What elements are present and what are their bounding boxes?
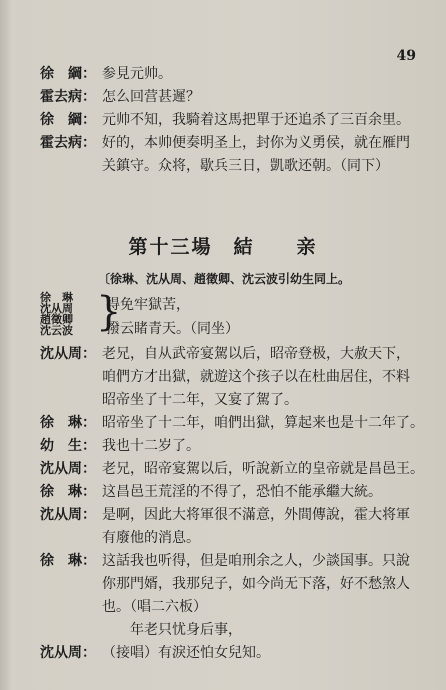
dialogue-line [40, 344, 430, 364]
dialogue-line [40, 643, 430, 663]
group-line: 得免牢獄苦， [106, 297, 190, 313]
group-speaker: 趙徵卿 [40, 313, 73, 326]
dialogue-text: 好的，本帅便奏明圣上，封你为义勇侯，就在雁門 [102, 135, 410, 151]
dialogue-line [40, 367, 430, 387]
speaker-name: 霍去病： [40, 135, 96, 151]
dialogue-text: 老兄，自从武帝宴駕以后，昭帝登极，大赦天下， [102, 346, 410, 362]
dialogue-line [40, 597, 430, 617]
dialogue-line [40, 87, 430, 107]
dialogue-text: 昭帝坐了十二年，咱們出獄，算起来也是十二年了。 [102, 415, 424, 431]
dialogue-text: 怎么回营甚遲？ [102, 89, 200, 105]
group-line: 撥云睹青天。（同坐） [106, 321, 239, 337]
scene-heading: 第十三場 結 亲 [128, 236, 318, 258]
group-speaker: 沈从周 [40, 302, 73, 315]
dialogue-line [40, 528, 430, 548]
group-speaker: 徐 琳 [40, 291, 73, 304]
speaker-name: 沈从周： [40, 346, 96, 362]
dialogue-line [40, 620, 430, 640]
dialogue-text: 这話我也听得，但是咱刑余之人，少談国事。只說 [102, 553, 410, 569]
brace-glyph: } [96, 289, 122, 335]
dialogue-text: 元帅不知，我騎着这馬把單于还追杀了三百余里。 [102, 112, 410, 128]
dialogue-line [40, 413, 430, 433]
dialogue-line [40, 505, 430, 525]
speaker-name: 沈从周： [40, 645, 96, 661]
dialogue-text: 老兄，昭帝宴駕以后，听說新立的皇帝就是昌邑王。 [102, 461, 424, 477]
dialogue-line [40, 551, 430, 571]
dialogue-text: 年老只忧身后事， [102, 622, 242, 638]
dialogue-line [40, 133, 430, 153]
speaker-name: 幼 生： [40, 438, 96, 454]
dialogue-line [40, 110, 430, 130]
stage-direction: 〔徐琳、沈从周、趙徵卿、沈云波引幼生同上。 [98, 272, 351, 286]
dialogue-text: 我也十二岁了。 [102, 438, 200, 454]
speaker-name: 徐 琳： [40, 484, 96, 500]
speaker-name: 徐 琳： [40, 553, 96, 569]
dialogue-text: 参見元帅。 [102, 66, 172, 82]
dialogue-line [40, 390, 430, 410]
dialogue-text: 咱們方才出獄，就遊这个孩子以在杜曲居住，不料 [102, 369, 410, 385]
dialogue-text: （接唱）有淚还怕女兒知。 [102, 645, 270, 661]
dialogue-text: 这昌邑王荒淫的不得了，恐怕不能承繼大統。 [102, 484, 382, 500]
group-speakers [40, 292, 94, 336]
speaker-name: 徐 綱： [40, 66, 96, 82]
speaker-name: 沈从周： [40, 507, 96, 523]
page-number: 49 [396, 48, 416, 64]
dialogue-text: 有廢他的消息。 [102, 530, 200, 546]
group-speaker: 沈云波 [40, 324, 73, 337]
dialogue-text: 也。（唱二六板） [102, 599, 207, 615]
dialogue-line [40, 64, 430, 84]
dialogue-line [40, 459, 430, 479]
speaker-name: 沈从周： [40, 461, 96, 477]
dialogue-line [40, 482, 430, 502]
speaker-name: 徐 琳： [40, 415, 96, 431]
dialogue-text: 你那門婿，我那兒子，如今尚无下落，好不愁煞人 [102, 576, 410, 592]
dialogue-line [40, 574, 430, 594]
dialogue-text: 昭帝坐了十二年，又宴了駕了。 [102, 392, 298, 408]
dialogue-line [40, 436, 430, 456]
dialogue-text: 是啊，因此大将軍很不滿意，外間傳說，霍大将軍 [102, 507, 410, 523]
speaker-name: 霍去病： [40, 89, 96, 105]
speaker-name: 徐 綱： [40, 112, 96, 128]
dialogue-line [40, 156, 430, 176]
dialogue-text: 关鎮守。众将，歇兵三日，凱歌还朝。（同下） [102, 158, 389, 174]
